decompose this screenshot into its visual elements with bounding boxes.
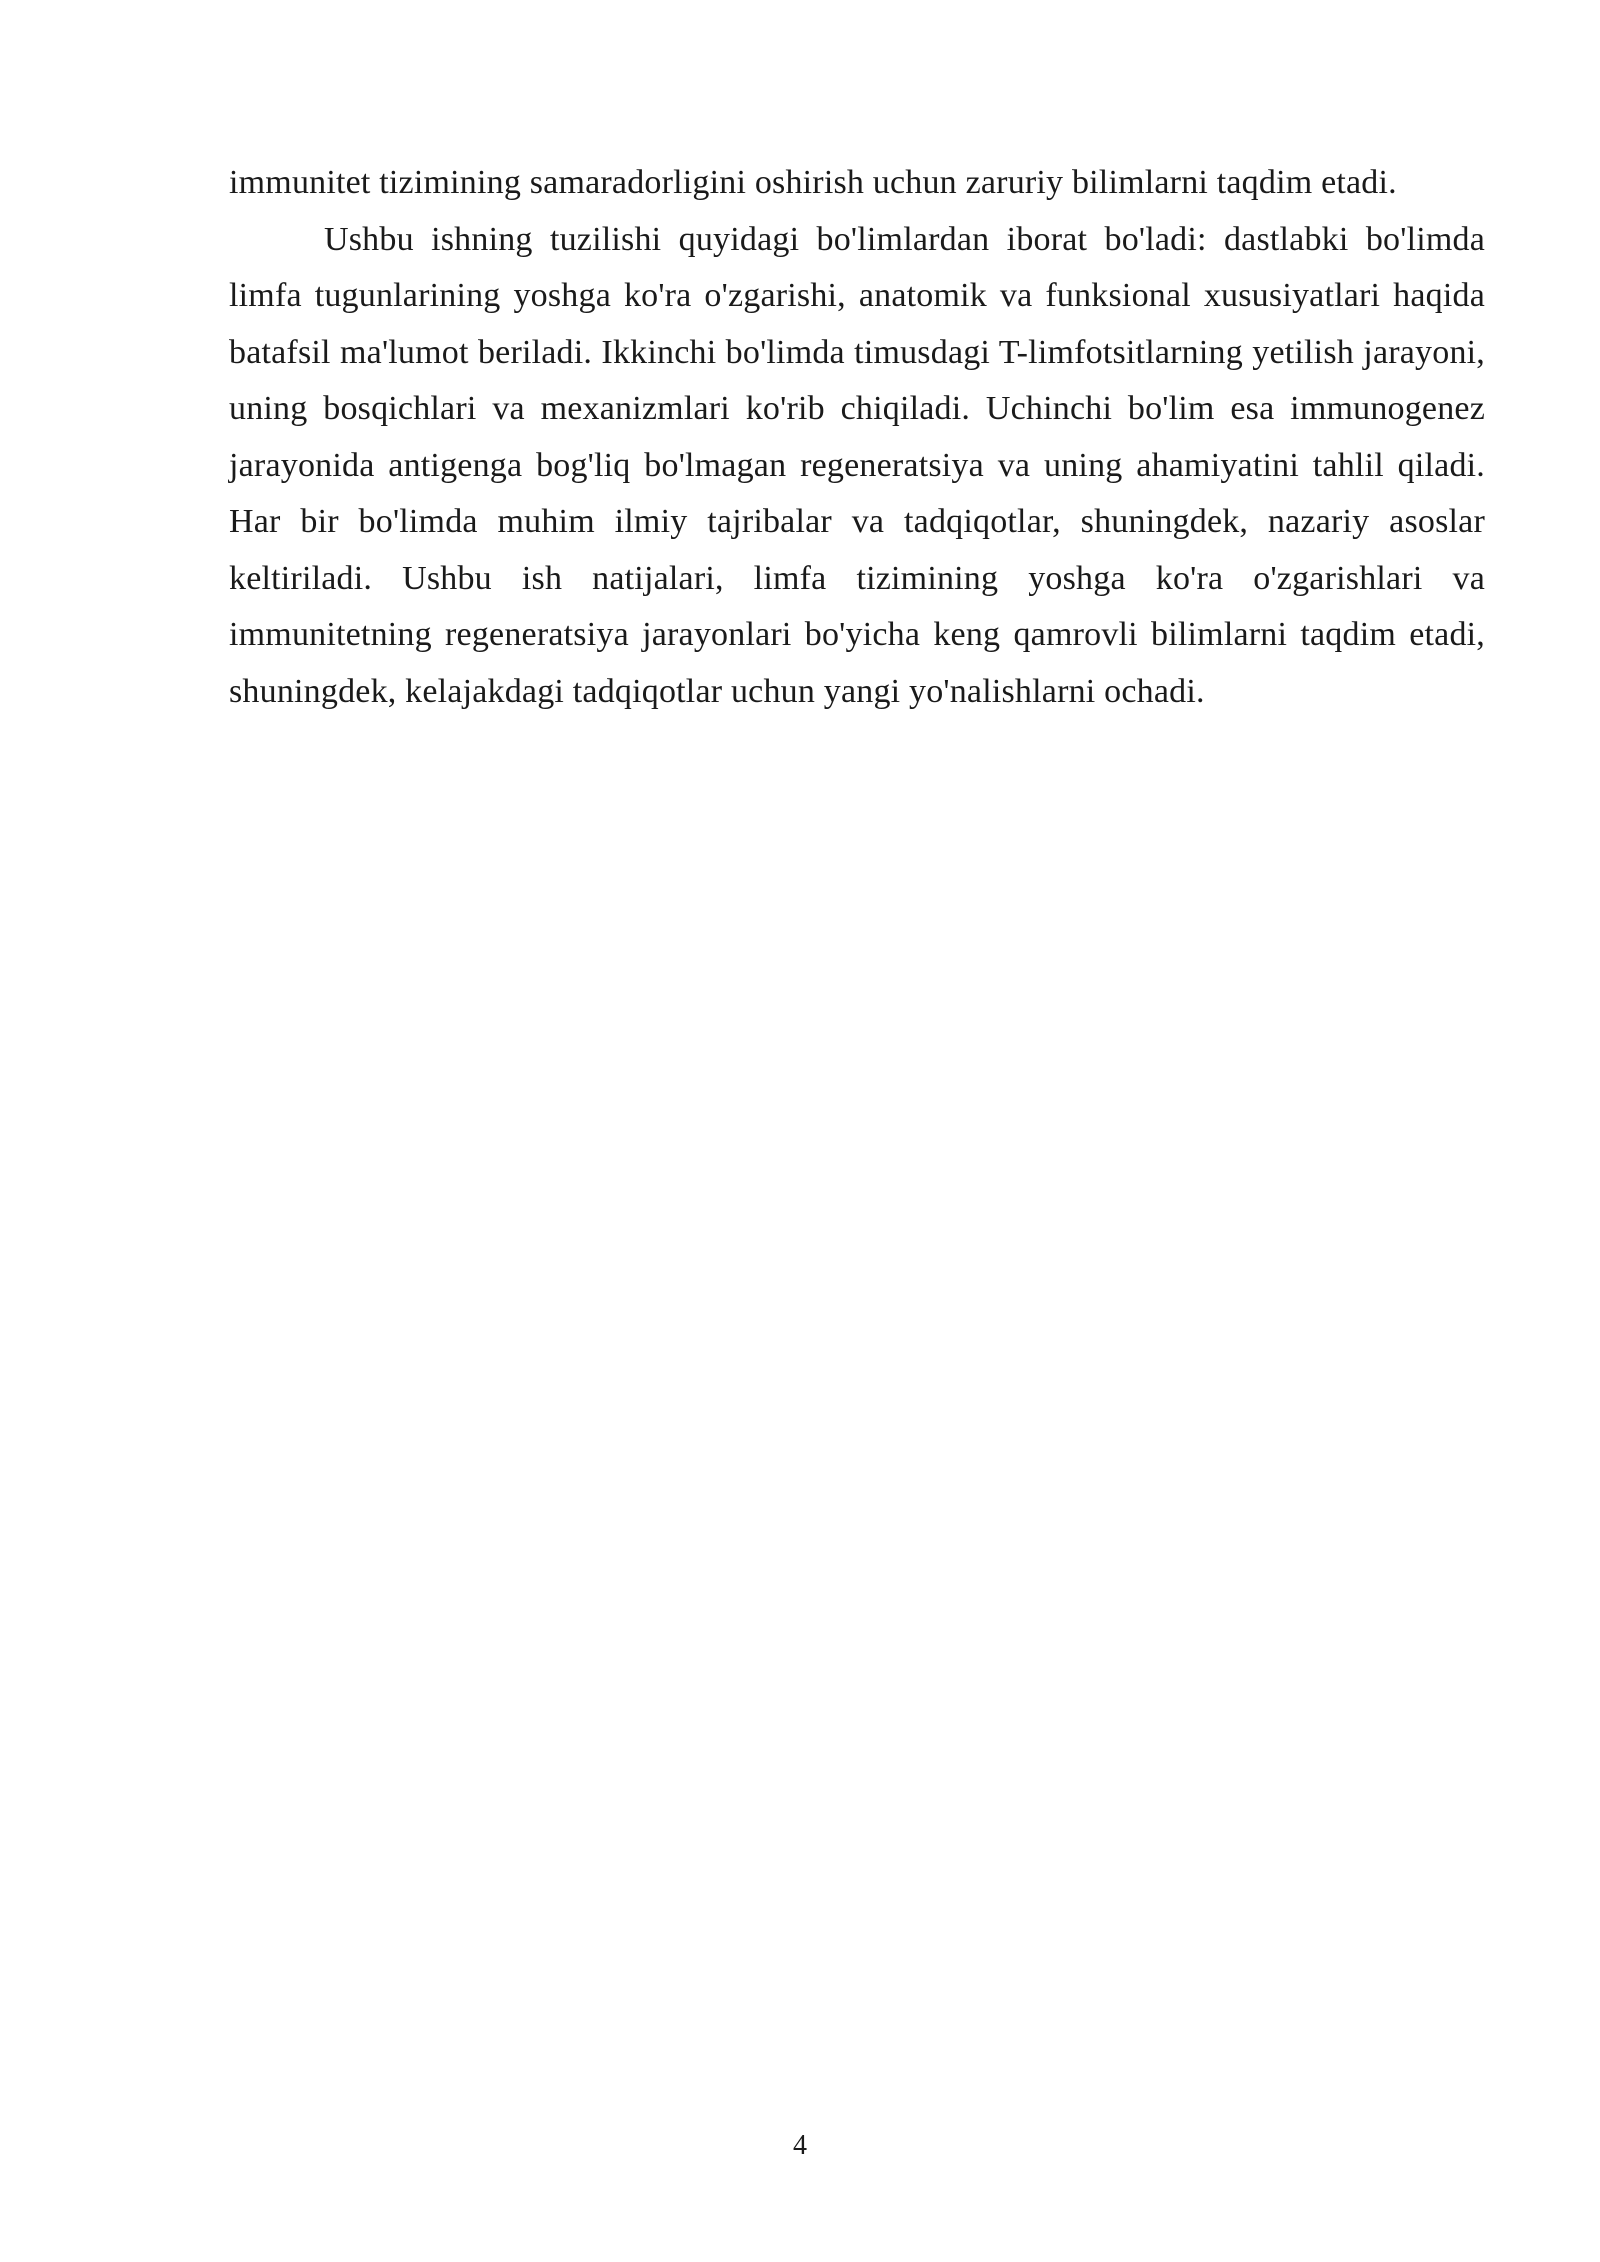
page-number: 4 (793, 2130, 807, 2161)
body-text (229, 155, 1485, 720)
paragraph-structure: Ushbu ishning tuzilishi quyidagi bo'limlardan iborat bo'ladi: dastlabki bo'limda limfa tugunlarining yoshga ko'ra o'zgarishi, anatomik va funksional xususiyatlari haqida batafsil ma'lumot beriladi. Ikkinchi bo'limda timusdagi T-limfotsitlarning yetilish jarayoni, uning bosqichlari va mexanizmlari ko'rib chiqiladi. Uchinchi bo'lim esa immunogenez jarayonida antigenga bog'liq bo'lmagan regeneratsiya va uning ahamiyatini tahlil qiladi. Har bir bo'limda muhim ilmiy tajribalar va tadqiqotlar, shuningdek, nazariy asoslar keltiriladi. Ushbu ish natijalari, limfa tizimining yoshga ko'ra o'zgarishlari va immunitetning regeneratsiya jarayonlari bo'yicha keng qamrovli bilimlarni taqdim etadi, shuningdek, kelajakdagi tadqiqotlar uchun yangi yo'nalishlarni ochadi. (229, 220, 1485, 710)
paragraph-continuation: immunitet tizimining samaradorligini oshirish uchun zaruriy bilimlarni taqdim etadi. (229, 164, 1397, 201)
